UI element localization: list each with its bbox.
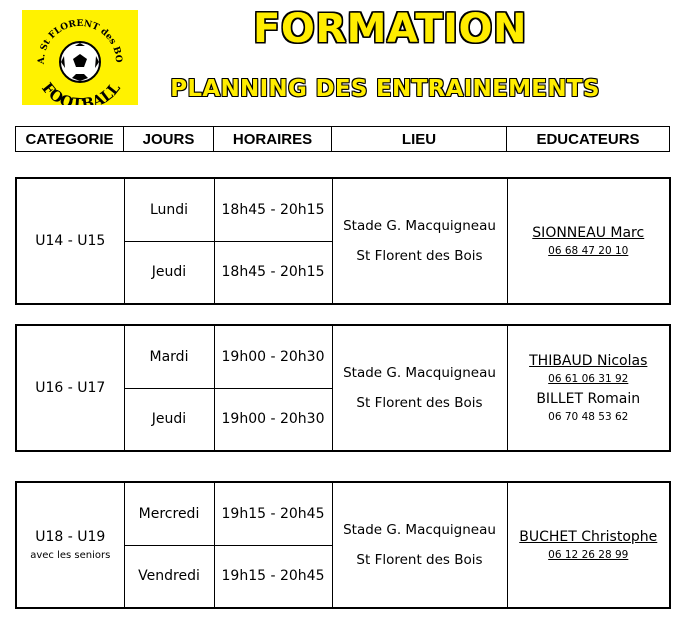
time-cell: 18h45 - 20h15 [214,241,332,304]
time-cell: 19h15 - 20h45 [214,545,332,608]
day-cell: Jeudi [124,241,214,304]
table-row [16,178,670,241]
time-cell: 19h00 - 20h30 [214,388,332,451]
category-note: avec les seniors [30,550,111,561]
table-row [16,482,670,545]
category-label: U14 - U15 [35,232,106,249]
day-cell: Lundi [124,178,214,241]
club-logo [22,10,138,105]
col-lieu: LIEU [332,127,507,152]
group-u16-u17 [15,324,671,452]
category-label: U16 - U17 [35,379,106,396]
header-row [16,127,670,152]
time-cell: 18h45 - 20h15 [214,178,332,241]
educators-cell [507,178,670,304]
page-title: FORMATION [253,6,527,52]
time-cell: 19h15 - 20h45 [214,482,332,545]
logo-text-bottom: FOOTBALL [38,79,124,105]
group-u14-u15 [15,177,671,305]
logo-text-top: A. St FLORENT des BO [36,18,124,65]
col-categorie: CATEGORIE [16,127,124,152]
football-icon [22,10,138,105]
col-horaires: HORAIRES [214,127,332,152]
place-cell [332,482,507,608]
category-label: U18 - U19 [35,529,106,545]
place-town: St Florent des Bois [356,552,483,568]
place-town: St Florent des Bois [356,248,483,264]
table-row [16,325,670,388]
col-educateurs: EDUCATEURS [507,127,670,152]
place-stadium: Stade G. Macquigneau [343,218,496,234]
col-jours: JOURS [124,127,214,152]
educator-phone: 06 61 06 31 92 [548,373,629,385]
category-cell [16,325,124,451]
place-stadium: Stade G. Macquigneau [343,365,496,381]
place-cell [332,325,507,451]
educator-phone: 06 68 47 20 10 [548,245,629,257]
place-stadium: Stade G. Macquigneau [343,522,496,538]
educators-cell [507,482,670,608]
day-cell: Mardi [124,325,214,388]
day-cell: Mercredi [124,482,214,545]
educator-name: BUCHET Christophe [519,529,658,545]
day-cell: Jeudi [124,388,214,451]
category-cell [16,482,124,608]
day-cell: Vendredi [124,545,214,608]
category-cell [16,178,124,304]
educator-name: THIBAUD Nicolas [529,353,648,369]
place-cell [332,178,507,304]
educator-name: BILLET Romain [536,391,641,407]
column-header-table [15,126,670,152]
group-u18-u19 [15,481,671,609]
page-subtitle: PLANNING DES ENTRAINEMENTS [170,76,600,102]
educator-phone: 06 12 26 28 99 [548,549,629,561]
educator-name: SIONNEAU Marc [532,225,645,241]
educators-cell [507,325,670,451]
time-cell: 19h00 - 20h30 [214,325,332,388]
place-town: St Florent des Bois [356,395,483,411]
educator-phone: 06 70 48 53 62 [548,411,629,423]
